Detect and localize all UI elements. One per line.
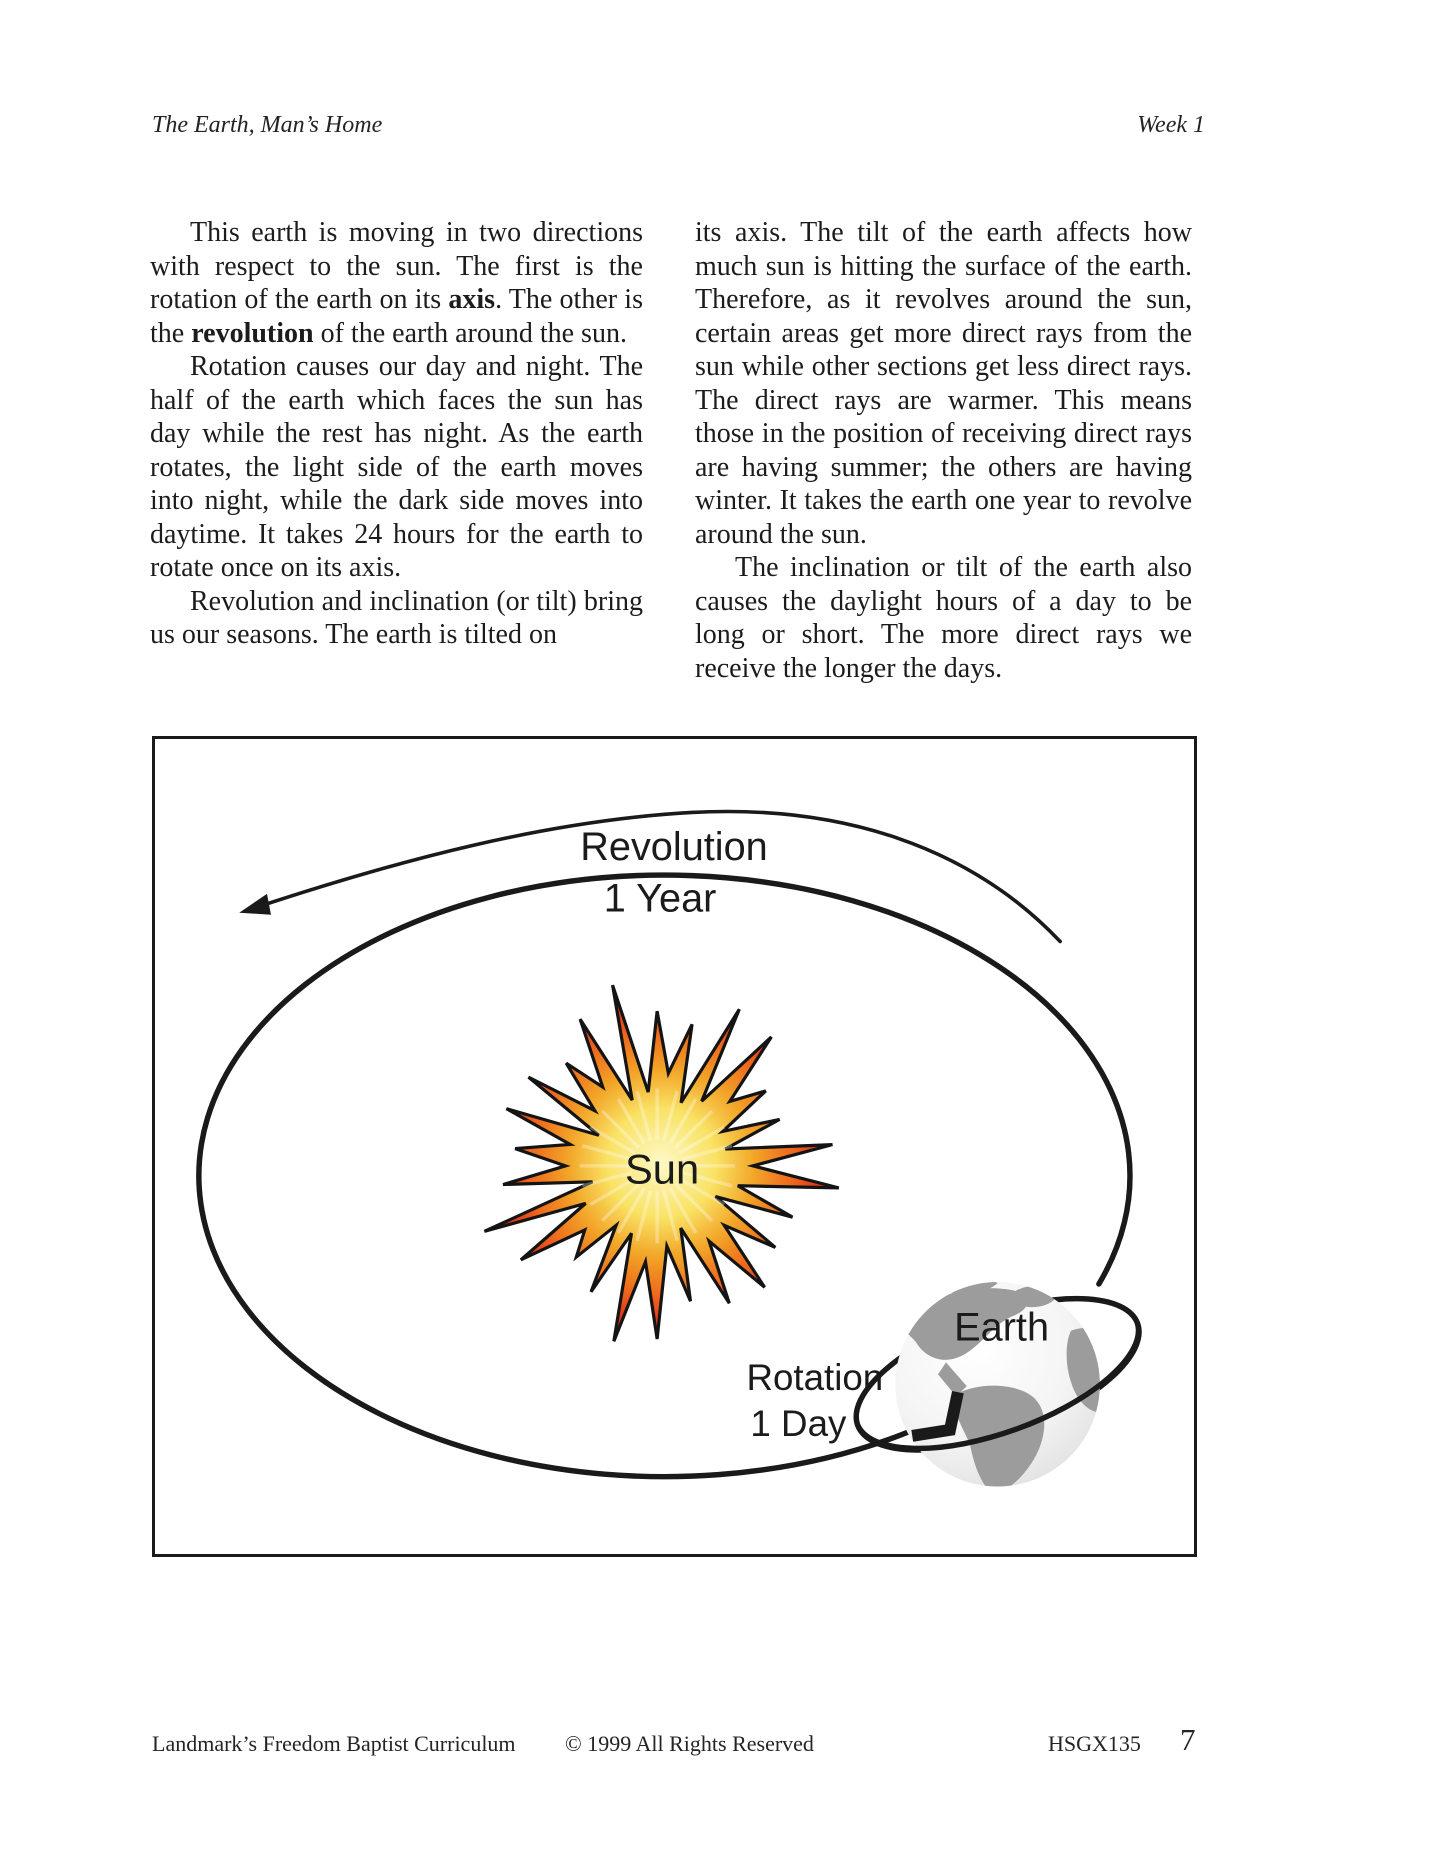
revolution-period-label: 1 Year [603, 876, 717, 921]
bold-term: axis [448, 284, 496, 315]
earth-label: Earth [954, 1305, 1050, 1350]
running-head-week: Week 1 [1137, 112, 1205, 138]
rotation-period-label: 1 Day [750, 1402, 847, 1444]
sun-label: Sun [624, 1145, 700, 1193]
paragraph [695, 216, 1192, 551]
orbit-diagram [152, 736, 1197, 1557]
paragraph [150, 350, 643, 585]
orbit-diagram-canvas [155, 739, 1194, 1554]
paragraph [150, 216, 643, 350]
body-text-column-right [695, 216, 1192, 685]
footer-code: HSGX135 [1048, 1731, 1141, 1756]
text-run: Revolution and inclination (or tilt) bring us our seasons. The earth is tilted on [150, 585, 643, 650]
running-head-title: The Earth, Man’s Home [152, 112, 383, 138]
revolution-label: Revolution [580, 825, 768, 870]
text-run: The inclination or tilt of the earth also causes the daylight hours of a day to be long or short. The more direct rays we receive the longer the days. [695, 552, 1192, 684]
footer-publisher: Landmark’s Freedom Baptist Curriculum [152, 1731, 516, 1756]
bold-term: revolution [191, 317, 314, 349]
revolution-arrowhead [239, 894, 271, 915]
text-run: its axis. The tilt of the earth affects how much sun is hitting the surface of the earth. Therefore, as it revolves around the sun, certain areas get more direct rays from the sun while other sections get less direct rays. The direct rays are warmer. This means those in the position of receiving direct rays are having summer; the others are having winter. It takes the earth one year to revolve around the sun. [695, 217, 1192, 550]
footer-copyright: © 1999 All Rights Reserved [565, 1731, 814, 1756]
text-run: Rotation causes our day and night. The half of the earth which faces the sun has day while the rest has night. As the earth rotates, the light side of the earth moves into night, while the dark side moves into daytime. It takes 24 hours for the earth to rotate once on its axis. [150, 351, 643, 583]
footer-page-number: 7 [1180, 1722, 1196, 1757]
text-run: . The other is the [150, 284, 643, 349]
text-run: of the earth around the sun. [313, 317, 627, 349]
paragraph [695, 551, 1192, 685]
rotation-label: Rotation [746, 1357, 884, 1399]
body-text-column-left [150, 216, 643, 652]
text-run: This earth is moving in two directions with respect to the sun. The first is the rotation of the earth on its [150, 217, 643, 315]
paragraph [150, 585, 643, 652]
